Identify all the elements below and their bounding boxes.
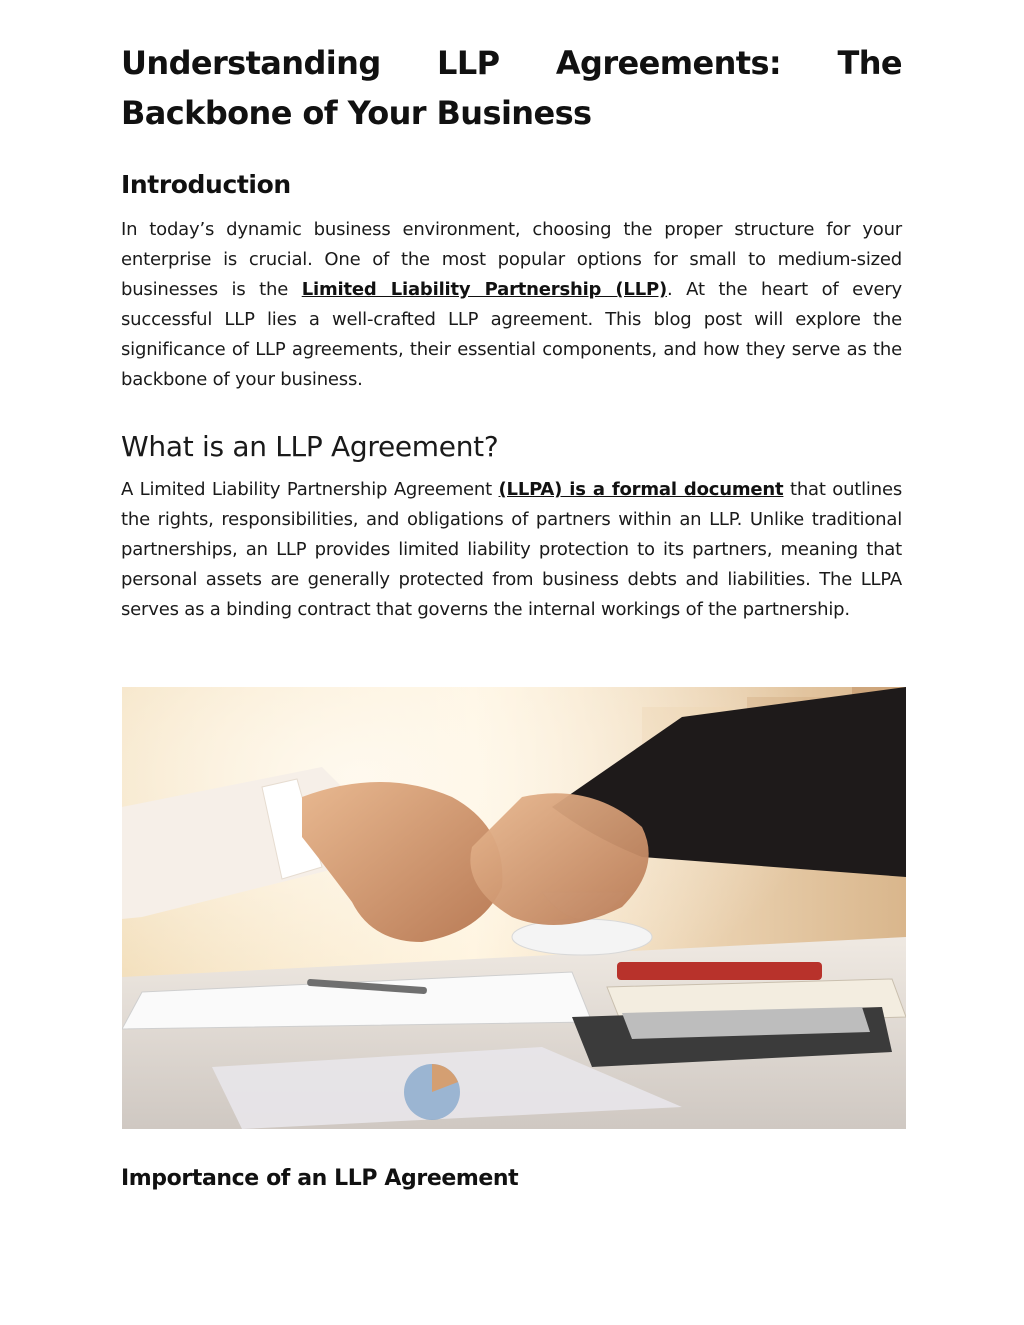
introduction-paragraph — [121, 215, 902, 395]
what-text-before: A Limited Liability Partnership Agreement — [121, 479, 499, 500]
intro-text-after: . At the heart of every successful LLP lies a well-crafted LLP agreement. This blog post will explore the significance of LLP agreements, their essential components, and how they serve as the backbone of your business. — [121, 279, 903, 390]
handshake-photo — [122, 687, 906, 1129]
introduction-heading: Introduction — [121, 170, 291, 199]
what-is-llp-heading: What is an LLP Agreement? — [121, 430, 499, 463]
intro-text-before: In today’s dynamic business environment, choosing the proper structure for your enterprise is crucial. One of the most popular options for small to medium-sized businesses is the — [121, 219, 902, 300]
llp-link[interactable]: Limited Liability Partnership (LLP) — [301, 279, 667, 300]
importance-heading: Importance of an LLP Agreement — [121, 1166, 519, 1191]
what-is-llp-paragraph — [121, 475, 902, 625]
page-title: Understanding LLP Agreements: The Backbone of Your Business — [121, 44, 902, 132]
llpa-link[interactable]: (LLPA) is a formal document — [498, 479, 784, 500]
what-text-after: that outlines the rights, responsibilities, and obligations of partners within an LLP. Unlike traditional partnerships, an LLP provides limited liability protection to its partners, meaning that personal assets are generally protected from business debts and liabilities. The LLPA serves as a binding contract that governs the internal workings of the partnership. — [121, 479, 902, 620]
